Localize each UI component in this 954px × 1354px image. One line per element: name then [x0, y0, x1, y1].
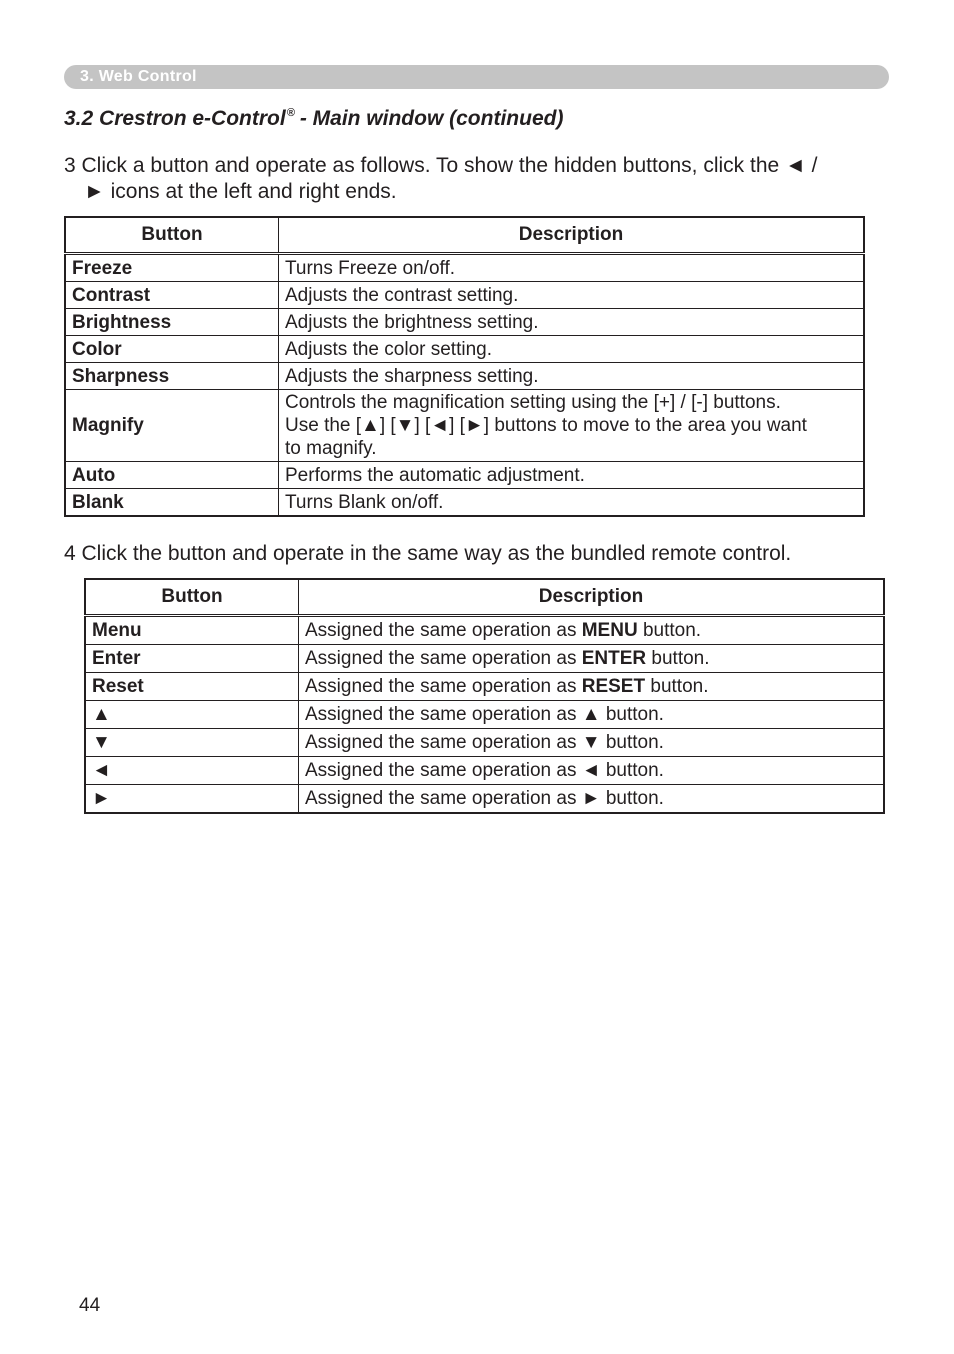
table-row [65, 309, 864, 336]
table-header-row [85, 579, 884, 616]
down-arrow-icon: ▼ [85, 729, 299, 757]
button-description [299, 616, 885, 645]
button-description: Turns Freeze on/off. [279, 254, 865, 282]
description-suffix: button. [646, 648, 710, 669]
button-description [299, 785, 885, 814]
description-suffix: button. [600, 732, 664, 753]
page-number: 44 [79, 1295, 101, 1316]
up-arrow-icon: ▲ [85, 701, 299, 729]
button-description: Adjusts the brightness setting. [279, 309, 865, 336]
up-arrow-icon: ▲ [581, 704, 601, 725]
table-row [85, 673, 884, 701]
button-name: Enter [85, 645, 299, 673]
button-description: Adjusts the sharpness setting. [279, 363, 865, 390]
button-description-table-1 [64, 216, 865, 517]
button-description [299, 757, 885, 785]
table-row [85, 785, 884, 814]
button-description [299, 673, 885, 701]
button-description [299, 701, 885, 729]
button-name: Brightness [65, 309, 279, 336]
column-header-button: Button [85, 579, 299, 616]
section-bar [64, 65, 889, 89]
description-line: Controls the magnification setting using the [+] / [-] buttons. [285, 392, 781, 413]
table-row [65, 363, 864, 390]
button-name: Auto [65, 462, 279, 489]
registered-mark: ® [286, 107, 295, 119]
description-prefix: Assigned the same operation as [305, 760, 582, 781]
heading-title: 3.2 Crestron e-Control [64, 107, 286, 130]
table-row [85, 757, 884, 785]
description-prefix: Assigned the same operation as [305, 732, 582, 753]
remote-key-name: MENU [581, 620, 638, 641]
button-description-table-2 [84, 578, 885, 814]
table-row [85, 729, 884, 757]
section-label: 3. Web Control [80, 68, 197, 85]
description-prefix: Assigned the same operation as [305, 704, 582, 725]
description-suffix: button. [600, 704, 664, 725]
description-suffix: button. [600, 788, 664, 809]
step-3-line-1: 3 Click a button and operate as follows. To show the hidden buttons, click the ◄ / [64, 154, 818, 177]
table-row [85, 616, 884, 645]
table-header-row [65, 217, 864, 254]
heading-suffix: - Main window (continued) [299, 107, 564, 130]
description-suffix: button. [645, 676, 709, 697]
table-row [65, 489, 864, 517]
right-arrow-icon: ► [581, 788, 601, 809]
button-name: Sharpness [65, 363, 279, 390]
button-description: Adjusts the contrast setting. [279, 282, 865, 309]
button-description [279, 390, 865, 462]
left-arrow-icon: ◄ [581, 760, 601, 781]
table-row [65, 390, 864, 462]
button-name: Contrast [65, 282, 279, 309]
remote-key-name: ENTER [581, 648, 647, 669]
button-description: Performs the automatic adjustment. [279, 462, 865, 489]
right-arrow-icon: ► [85, 785, 299, 814]
down-arrow-icon: ▼ [581, 732, 601, 753]
button-name: Freeze [65, 254, 279, 282]
table-row [85, 701, 884, 729]
description-prefix: Assigned the same operation as [305, 620, 582, 641]
step-3-line-2: ► icons at the left and right ends. [84, 180, 397, 203]
remote-key-name: RESET [581, 676, 646, 697]
table-row [65, 336, 864, 363]
button-name: Menu [85, 616, 299, 645]
table-row [85, 645, 884, 673]
description-suffix: button. [637, 620, 702, 641]
table-row [65, 282, 864, 309]
button-name: Reset [85, 673, 299, 701]
table-row [65, 462, 864, 489]
button-name: Blank [65, 489, 279, 517]
description-line: to magnify. [285, 438, 377, 459]
column-header-description: Description [279, 217, 865, 254]
column-header-button: Button [65, 217, 279, 254]
button-description: Adjusts the color setting. [279, 336, 865, 363]
button-description [299, 645, 885, 673]
button-description: Turns Blank on/off. [279, 489, 865, 517]
table-row [65, 254, 864, 282]
button-name: Magnify [65, 390, 279, 462]
description-prefix: Assigned the same operation as [305, 648, 582, 669]
description-line: Use the [▲] [▼] [◄] [►] buttons to move to the area you want [285, 415, 807, 436]
column-header-description: Description [299, 579, 885, 616]
section-heading [64, 107, 563, 131]
button-name: Color [65, 336, 279, 363]
left-arrow-icon: ◄ [85, 757, 299, 785]
step-3-instruction [64, 153, 894, 205]
description-prefix: Assigned the same operation as [305, 676, 582, 697]
description-prefix: Assigned the same operation as [305, 788, 582, 809]
step-4-instruction: 4 Click the button and operate in the same way as the bundled remote control. [64, 542, 792, 565]
description-suffix: button. [600, 760, 664, 781]
button-description [299, 729, 885, 757]
